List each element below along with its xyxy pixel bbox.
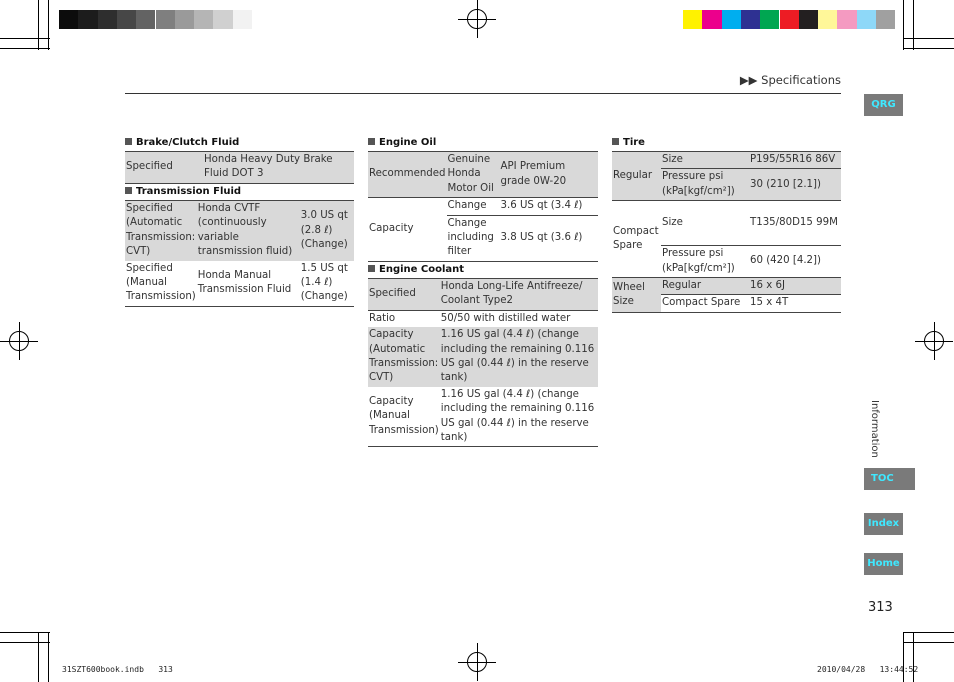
table-row <box>612 278 841 295</box>
coolant-manual-label: Capacity (Manual Transmission) <box>368 387 440 447</box>
color-swatch <box>233 10 252 29</box>
color-swatch <box>760 10 779 29</box>
oil-filter-label: Change including filter <box>447 215 500 261</box>
table-row <box>368 279 598 311</box>
table-row <box>368 310 598 327</box>
coolant-ratio-label: Ratio <box>369 312 396 324</box>
color-swatch <box>876 10 895 29</box>
color-swatch <box>722 10 741 29</box>
bullet-square-icon <box>125 138 132 145</box>
registration-mark-bottom <box>458 643 496 681</box>
tire-spare-size: T135/80D15 99M <box>749 201 841 246</box>
color-swatch <box>78 10 97 29</box>
oil-filter-value: 3.8 US qt (3.6 ℓ) <box>500 215 599 261</box>
engine-oil-title: Engine Oil <box>368 137 436 148</box>
table-row <box>368 387 598 447</box>
trans-cvt-label: Specified (Automatic Transmission: CVT) <box>125 201 197 261</box>
table-row <box>368 327 598 387</box>
transmission-fluid-title: Transmission Fluid <box>125 186 241 197</box>
wheel-spare-value: 15 x 4T <box>749 295 841 312</box>
color-swatch <box>156 10 175 29</box>
tire-regular-size-label: Size <box>661 152 749 169</box>
tire-regular-size: P195/55R16 86V <box>749 152 841 169</box>
color-swatch <box>117 10 136 29</box>
process-color-bar <box>683 10 895 29</box>
tire-regular-label: Regular <box>612 152 661 201</box>
tire-regular-pressure-label: Pressure psi (kPa[kgf/cm²]) <box>661 169 749 201</box>
tire-table <box>612 151 841 313</box>
coolant-cvt-value: 1.16 US gal (4.4 ℓ) (change including the remaining 0.116 US gal (0.44 ℓ) in the reserve tank) <box>440 327 598 387</box>
wheel-size-label: Wheel Size <box>612 278 661 313</box>
index-tab[interactable]: Index <box>864 513 903 535</box>
color-swatch <box>194 10 213 29</box>
color-swatch <box>857 10 876 29</box>
registration-mark-top <box>458 0 496 38</box>
coolant-ratio-value: 50/50 with distilled water <box>440 312 571 324</box>
footer-file: 31SZT600book.indb 313 <box>62 665 173 674</box>
brake-fluid-title: Brake/Clutch Fluid <box>125 137 239 148</box>
brake-label: Specified <box>125 152 203 184</box>
trans-manual-fluid: Honda Manual Transmission Fluid <box>197 261 300 307</box>
tire-spare-label: Compact Spare <box>612 201 661 278</box>
engine-coolant-table <box>368 278 598 447</box>
oil-recommended-value: API Premium grade 0W-20 <box>500 152 599 198</box>
transmission-fluid-table <box>125 200 354 307</box>
trans-cvt-capacity: 3.0 US qt (2.8 ℓ) (Change) <box>300 201 354 261</box>
color-swatch <box>741 10 760 29</box>
trans-cvt-fluid: Honda CVTF (continuously variable transmission fluid) <box>197 201 300 261</box>
table-row <box>125 152 354 184</box>
qrg-tab[interactable]: QRG <box>864 94 903 116</box>
section-label-information: Information <box>869 400 880 458</box>
table-row <box>125 261 354 307</box>
trans-manual-label: Specified (Manual Transmission) <box>125 261 197 307</box>
tire-spare-pressure: 60 (420 [4.2]) <box>749 246 841 278</box>
bullet-square-icon <box>125 187 132 194</box>
grayscale-bar <box>59 10 271 29</box>
color-swatch <box>175 10 194 29</box>
table-row <box>368 152 598 198</box>
oil-recommended-label: Recommended <box>368 152 447 198</box>
table-row <box>612 201 841 246</box>
registration-mark-right <box>915 322 953 360</box>
oil-change-value: 3.6 US qt (3.4 ℓ) <box>500 198 599 215</box>
oil-capacity-label: Capacity <box>368 198 447 262</box>
coolant-specified-label: Specified <box>368 279 440 311</box>
color-swatch <box>818 10 837 29</box>
color-swatch <box>799 10 818 29</box>
bullet-square-icon <box>612 138 619 145</box>
engine-oil-table <box>368 151 598 262</box>
brake-value: Honda Heavy Duty Brake Fluid DOT 3 <box>203 152 354 184</box>
table-row <box>125 201 354 261</box>
coolant-cvt-label: Capacity (Automatic Transmission: CVT) <box>368 327 440 387</box>
tire-spare-pressure-label: Pressure psi (kPa[kgf/cm²]) <box>661 246 749 278</box>
oil-change-label: Change <box>447 198 500 215</box>
header-rule <box>125 93 841 94</box>
color-swatch <box>136 10 155 29</box>
color-swatch <box>780 10 799 29</box>
coolant-specified-value: Honda Long-Life Antifreeze/ Coolant Type2 <box>440 279 598 311</box>
color-swatch <box>837 10 856 29</box>
tire-title: Tire <box>612 137 645 148</box>
color-swatch <box>98 10 117 29</box>
oil-recommended-sub: Genuine Honda Motor Oil <box>447 152 500 198</box>
bullet-square-icon <box>368 138 375 145</box>
wheel-spare-label: Compact Spare <box>661 295 749 312</box>
color-swatch <box>683 10 702 29</box>
color-swatch <box>59 10 78 29</box>
table-row <box>612 152 841 169</box>
home-tab[interactable]: Home <box>864 553 903 575</box>
registration-mark-left <box>0 322 38 360</box>
brake-fluid-table <box>125 151 354 184</box>
breadcrumb: ▶▶ Specifications <box>739 73 841 87</box>
footer-timestamp: 2010/04/28 13:44:52 <box>817 665 919 674</box>
table-row <box>368 198 598 215</box>
toc-tab[interactable]: TOC <box>864 468 915 490</box>
color-swatch <box>213 10 232 29</box>
engine-coolant-title: Engine Coolant <box>368 264 464 275</box>
tire-regular-pressure: 30 (210 [2.1]) <box>749 169 841 201</box>
trans-manual-capacity: 1.5 US qt (1.4 ℓ) (Change) <box>300 261 354 307</box>
color-swatch <box>702 10 721 29</box>
wheel-regular-label: Regular <box>661 278 749 295</box>
coolant-manual-value: 1.16 US gal (4.4 ℓ) (change including the remaining 0.116 US gal (0.44 ℓ) in the reserve tank) <box>440 387 598 447</box>
bullet-square-icon <box>368 265 375 272</box>
tire-spare-size-label: Size <box>661 201 749 246</box>
wheel-regular-value: 16 x 6J <box>749 278 841 295</box>
page-number: 313 <box>868 600 893 615</box>
